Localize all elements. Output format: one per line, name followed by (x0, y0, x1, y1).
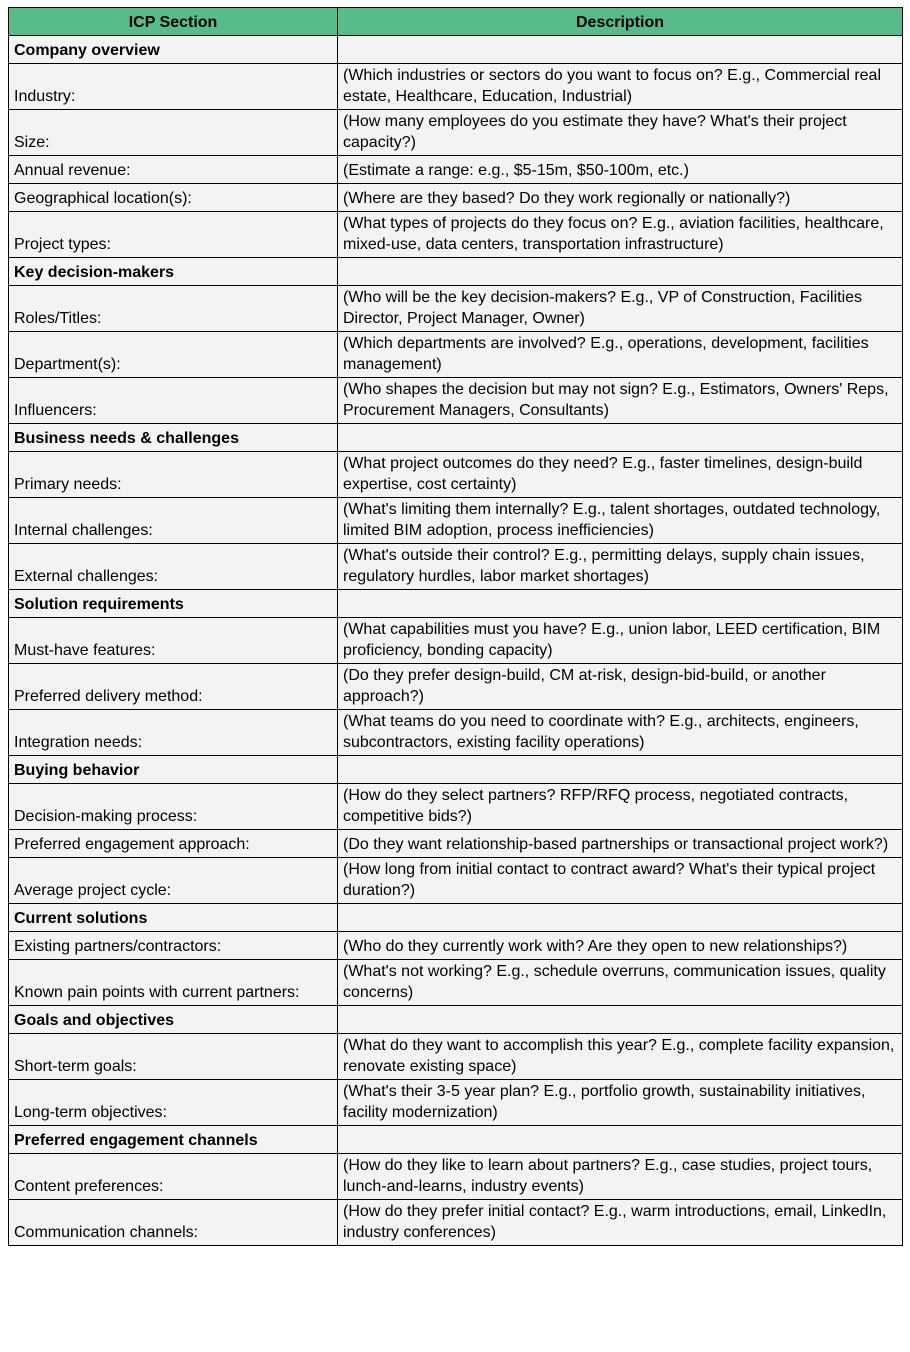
row-label[interactable]: Preferred engagement approach: (9, 830, 338, 858)
header-row (9, 8, 903, 36)
row-description[interactable]: (What types of projects do they focus on? E.g., aviation facilities, healthcare, mixed-use, data centers, transportation infrastructure) (338, 212, 903, 258)
section-row (9, 1006, 903, 1034)
table-row (9, 1034, 903, 1080)
table-row (9, 110, 903, 156)
row-description[interactable]: (What teams do you need to coordinate with? E.g., architects, engineers, subcontractors, existing facility operations) (338, 710, 903, 756)
section-row (9, 258, 903, 286)
row-label[interactable]: Department(s): (9, 332, 338, 378)
row-label[interactable]: Communication channels: (9, 1200, 338, 1246)
section-empty-cell[interactable] (338, 590, 903, 618)
section-empty-cell[interactable] (338, 258, 903, 286)
row-description[interactable]: (What project outcomes do they need? E.g., faster timelines, design-build expertise, cost certainty) (338, 452, 903, 498)
row-description[interactable]: (How many employees do you estimate they have? What's their project capacity?) (338, 110, 903, 156)
row-description[interactable]: (How long from initial contact to contract award? What's their typical project duration?) (338, 858, 903, 904)
table-row (9, 1080, 903, 1126)
section-row (9, 1126, 903, 1154)
table-row (9, 960, 903, 1006)
row-label[interactable]: Geographical location(s): (9, 184, 338, 212)
row-label[interactable]: Project types: (9, 212, 338, 258)
section-empty-cell[interactable] (338, 904, 903, 932)
section-title[interactable]: Key decision-makers (9, 258, 338, 286)
row-description[interactable]: (Estimate a range: e.g., $5-15m, $50-100m, etc.) (338, 156, 903, 184)
table-row (9, 156, 903, 184)
row-label[interactable]: Integration needs: (9, 710, 338, 756)
row-label[interactable]: Known pain points with current partners: (9, 960, 338, 1006)
row-label[interactable]: Average project cycle: (9, 858, 338, 904)
table-row (9, 618, 903, 664)
section-title[interactable]: Solution requirements (9, 590, 338, 618)
header-description[interactable]: Description (338, 8, 903, 36)
row-description[interactable]: (How do they like to learn about partners? E.g., case studies, project tours, lunch-and-learns, industry events) (338, 1154, 903, 1200)
table-row (9, 332, 903, 378)
section-title[interactable]: Preferred engagement channels (9, 1126, 338, 1154)
row-description[interactable]: (What's limiting them internally? E.g., talent shortages, outdated technology, limited BIM adoption, process inefficiencies) (338, 498, 903, 544)
row-label[interactable]: Long-term objectives: (9, 1080, 338, 1126)
row-description[interactable]: (What's not working? E.g., schedule overruns, communication issues, quality concerns) (338, 960, 903, 1006)
row-label[interactable]: Existing partners/contractors: (9, 932, 338, 960)
row-label[interactable]: External challenges: (9, 544, 338, 590)
row-label[interactable]: Must-have features: (9, 618, 338, 664)
row-description[interactable]: (How do they prefer initial contact? E.g., warm introductions, email, LinkedIn, industry conferences) (338, 1200, 903, 1246)
row-description[interactable]: (Which departments are involved? E.g., operations, development, facilities management) (338, 332, 903, 378)
section-row (9, 424, 903, 452)
row-label[interactable]: Industry: (9, 64, 338, 110)
table-row (9, 544, 903, 590)
section-title[interactable]: Business needs & challenges (9, 424, 338, 452)
table-row (9, 1154, 903, 1200)
section-row (9, 756, 903, 784)
row-label[interactable]: Internal challenges: (9, 498, 338, 544)
row-description[interactable]: (Do they want relationship-based partnerships or transactional project work?) (338, 830, 903, 858)
table-row (9, 378, 903, 424)
section-title[interactable]: Current solutions (9, 904, 338, 932)
section-row (9, 36, 903, 64)
table-row (9, 498, 903, 544)
row-description[interactable]: (Where are they based? Do they work regionally or nationally?) (338, 184, 903, 212)
row-description[interactable]: (What's outside their control? E.g., permitting delays, supply chain issues, regulatory hurdles, labor market shortages) (338, 544, 903, 590)
row-description[interactable]: (Who shapes the decision but may not sign? E.g., Estimators, Owners' Reps, Procurement Managers, Consultants) (338, 378, 903, 424)
row-description[interactable]: (Who will be the key decision-makers? E.g., VP of Construction, Facilities Director, Project Manager, Owner) (338, 286, 903, 332)
icp-table (8, 7, 903, 1246)
table-row (9, 858, 903, 904)
table-row (9, 184, 903, 212)
row-description[interactable]: (Which industries or sectors do you want to focus on? E.g., Commercial real estate, Healthcare, Education, Industrial) (338, 64, 903, 110)
table-row (9, 1200, 903, 1246)
row-label[interactable]: Annual revenue: (9, 156, 338, 184)
row-label[interactable]: Preferred delivery method: (9, 664, 338, 710)
table-row (9, 64, 903, 110)
row-label[interactable]: Decision-making process: (9, 784, 338, 830)
header-icp-section[interactable]: ICP Section (9, 8, 338, 36)
section-row (9, 590, 903, 618)
section-empty-cell[interactable] (338, 1006, 903, 1034)
table-row (9, 710, 903, 756)
table-row (9, 830, 903, 858)
row-label[interactable]: Short-term goals: (9, 1034, 338, 1080)
table-row (9, 212, 903, 258)
table-body (9, 36, 903, 1246)
table-row (9, 932, 903, 960)
row-description[interactable]: (How do they select partners? RFP/RFQ process, negotiated contracts, competitive bids?) (338, 784, 903, 830)
row-description[interactable]: (What capabilities must you have? E.g., union labor, LEED certification, BIM proficiency, bonding capacity) (338, 618, 903, 664)
row-description[interactable]: (Who do they currently work with? Are they open to new relationships?) (338, 932, 903, 960)
table-row (9, 664, 903, 710)
row-label[interactable]: Size: (9, 110, 338, 156)
row-description[interactable]: (What's their 3-5 year plan? E.g., portfolio growth, sustainability initiatives, facility modernization) (338, 1080, 903, 1126)
row-description[interactable]: (Do they prefer design-build, CM at-risk, design-bid-build, or another approach?) (338, 664, 903, 710)
row-label[interactable]: Roles/Titles: (9, 286, 338, 332)
section-title[interactable]: Buying behavior (9, 756, 338, 784)
table-row (9, 286, 903, 332)
row-label[interactable]: Primary needs: (9, 452, 338, 498)
section-title[interactable]: Company overview (9, 36, 338, 64)
row-description[interactable]: (What do they want to accomplish this year? E.g., complete facility expansion, renovate existing space) (338, 1034, 903, 1080)
row-label[interactable]: Content preferences: (9, 1154, 338, 1200)
section-empty-cell[interactable] (338, 36, 903, 64)
section-title[interactable]: Goals and objectives (9, 1006, 338, 1034)
row-label[interactable]: Influencers: (9, 378, 338, 424)
section-empty-cell[interactable] (338, 756, 903, 784)
section-empty-cell[interactable] (338, 1126, 903, 1154)
table-row (9, 784, 903, 830)
table-row (9, 452, 903, 498)
section-row (9, 904, 903, 932)
section-empty-cell[interactable] (338, 424, 903, 452)
